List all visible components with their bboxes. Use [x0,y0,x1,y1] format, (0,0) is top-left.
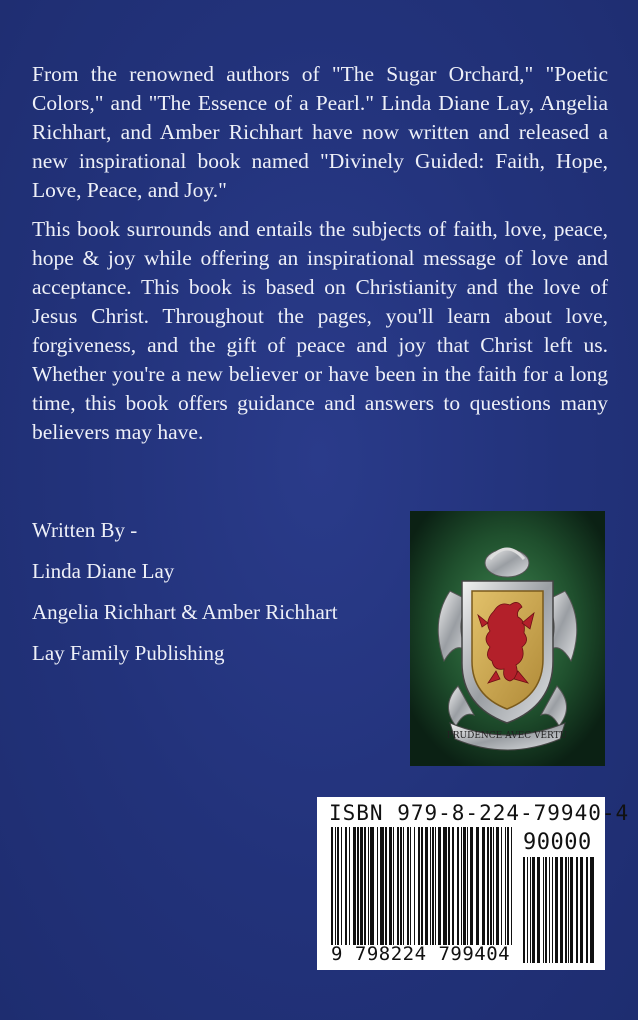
isbn-label: ISBN 979-8-224-79940-4 [329,801,630,825]
co-authors: Angelia Richhart & Amber Richhart [32,600,338,624]
price-code: 90000 [523,830,592,855]
book-blurb [32,60,608,457]
author-name: Linda Diane Lay [32,559,175,583]
publisher-name: Lay Family Publishing [32,641,225,665]
blurb-paragraph-1: From the renowned authors of "The Sugar Orchard," "Poetic Colors," and "The Essence of a Pearl." Linda Diane Lay, Angelia Richhart, and Amber Richhart have now written and released a new inspirational book named "Divinely Guided: Faith, Hope, Love, Peace, and Joy." [32,62,608,202]
blurb-paragraph-2: This book surrounds and entails the subjects of faith, love, peace, hope & joy while offering an inspirational message of love and acceptance. This book is based on Christianity and the love of Jesus Christ. Throughout the pages, you'll learn about love, forgiveness, and the gift of peace and joy that Christ left us. Whether you're a new believer or have been in the faith for a long time, this book offers guidance and answers to questions many believers may have. [32,217,608,444]
ean-digits: 9 798224 799404 [331,943,511,965]
family-crest-lion-icon [410,511,605,766]
author-credits [32,518,338,682]
isbn-barcode [317,797,630,970]
ean-barcode-bars [331,827,515,945]
written-by-label: Written By - [32,518,138,542]
motto-text: PRUDENCE AVEC VERTU [446,731,568,741]
family-crest-emblem [410,511,605,766]
addon-barcode-bars [523,857,595,963]
